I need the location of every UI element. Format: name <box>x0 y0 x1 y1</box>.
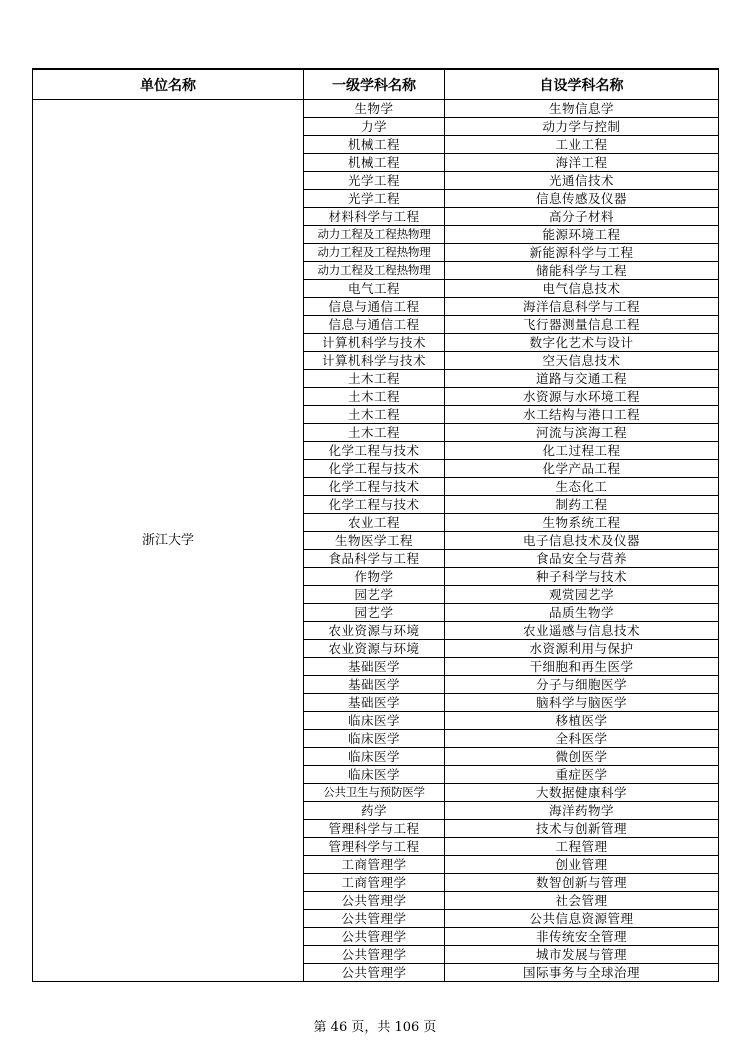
custom-discipline-cell: 品质生物学 <box>445 604 719 622</box>
custom-discipline-cell: 海洋信息科学与工程 <box>445 298 719 316</box>
header-unit-name: 单位名称 <box>33 69 304 100</box>
custom-discipline-cell: 微创医学 <box>445 748 719 766</box>
custom-discipline-cell: 道路与交通工程 <box>445 370 719 388</box>
table-row <box>33 100 719 118</box>
primary-discipline-cell: 公共管理学 <box>304 910 445 928</box>
custom-discipline-cell: 电气信息技术 <box>445 280 719 298</box>
primary-discipline-cell: 农业工程 <box>304 514 445 532</box>
custom-discipline-cell: 电子信息技术及仪器 <box>445 532 719 550</box>
primary-discipline-cell: 基础医学 <box>304 676 445 694</box>
primary-discipline-cell: 电气工程 <box>304 280 445 298</box>
primary-discipline-cell: 园艺学 <box>304 604 445 622</box>
primary-discipline-cell: 园艺学 <box>304 586 445 604</box>
custom-discipline-cell: 技术与创新管理 <box>445 820 719 838</box>
custom-discipline-cell: 分子与细胞医学 <box>445 676 719 694</box>
primary-discipline-cell: 化学工程与技术 <box>304 496 445 514</box>
primary-discipline-cell: 作物学 <box>304 568 445 586</box>
custom-discipline-cell: 全科医学 <box>445 730 719 748</box>
custom-discipline-cell: 信息传感及仪器 <box>445 190 719 208</box>
custom-discipline-cell: 生态化工 <box>445 478 719 496</box>
primary-discipline-cell: 土木工程 <box>304 388 445 406</box>
custom-discipline-cell: 飞行器测量信息工程 <box>445 316 719 334</box>
primary-discipline-cell: 化学工程与技术 <box>304 442 445 460</box>
primary-discipline-cell: 光学工程 <box>304 190 445 208</box>
primary-discipline-cell: 动力工程及工程热物理 <box>304 262 445 280</box>
primary-discipline-cell: 公共卫生与预防医学 <box>304 784 445 802</box>
primary-discipline-cell: 临床医学 <box>304 766 445 784</box>
custom-discipline-cell: 能源环境工程 <box>445 226 719 244</box>
primary-discipline-cell: 计算机科学与技术 <box>304 352 445 370</box>
custom-discipline-cell: 海洋药物学 <box>445 802 719 820</box>
primary-discipline-cell: 公共管理学 <box>304 892 445 910</box>
primary-discipline-cell: 临床医学 <box>304 748 445 766</box>
primary-discipline-cell: 信息与通信工程 <box>304 316 445 334</box>
primary-discipline-cell: 化学工程与技术 <box>304 460 445 478</box>
custom-discipline-cell: 水资源利用与保护 <box>445 640 719 658</box>
primary-discipline-cell: 生物学 <box>304 100 445 118</box>
primary-discipline-cell: 土木工程 <box>304 370 445 388</box>
primary-discipline-cell: 生物医学工程 <box>304 532 445 550</box>
primary-discipline-cell: 工商管理学 <box>304 856 445 874</box>
primary-discipline-cell: 管理科学与工程 <box>304 820 445 838</box>
primary-discipline-cell: 土木工程 <box>304 424 445 442</box>
custom-discipline-cell: 制药工程 <box>445 496 719 514</box>
custom-discipline-cell: 水工结构与港口工程 <box>445 406 719 424</box>
custom-discipline-cell: 高分子材料 <box>445 208 719 226</box>
custom-discipline-cell: 国际事务与全球治理 <box>445 964 719 982</box>
primary-discipline-cell: 基础医学 <box>304 694 445 712</box>
custom-discipline-cell: 动力学与控制 <box>445 118 719 136</box>
primary-discipline-cell: 土木工程 <box>304 406 445 424</box>
table-body <box>33 100 719 982</box>
custom-discipline-cell: 大数据健康科学 <box>445 784 719 802</box>
custom-discipline-cell: 工业工程 <box>445 136 719 154</box>
custom-discipline-cell: 生物系统工程 <box>445 514 719 532</box>
custom-discipline-cell: 脑科学与脑医学 <box>445 694 719 712</box>
primary-discipline-cell: 公共管理学 <box>304 946 445 964</box>
discipline-table <box>32 68 719 982</box>
custom-discipline-cell: 水资源与水环境工程 <box>445 388 719 406</box>
custom-discipline-cell: 农业遥感与信息技术 <box>445 622 719 640</box>
header-custom-discipline: 自设学科名称 <box>445 69 719 100</box>
primary-discipline-cell: 农业资源与环境 <box>304 640 445 658</box>
custom-discipline-cell: 非传统安全管理 <box>445 928 719 946</box>
custom-discipline-cell: 光通信技术 <box>445 172 719 190</box>
primary-discipline-cell: 力学 <box>304 118 445 136</box>
custom-discipline-cell: 数字化艺术与设计 <box>445 334 719 352</box>
custom-discipline-cell: 种子科学与技术 <box>445 568 719 586</box>
custom-discipline-cell: 移植医学 <box>445 712 719 730</box>
custom-discipline-cell: 海洋工程 <box>445 154 719 172</box>
primary-discipline-cell: 管理科学与工程 <box>304 838 445 856</box>
page-number-footer: 第 46 页，共 106 页 <box>313 1020 437 1035</box>
primary-discipline-cell: 农业资源与环境 <box>304 622 445 640</box>
primary-discipline-cell: 机械工程 <box>304 154 445 172</box>
custom-discipline-cell: 化学产品工程 <box>445 460 719 478</box>
custom-discipline-cell: 化工过程工程 <box>445 442 719 460</box>
primary-discipline-cell: 临床医学 <box>304 730 445 748</box>
custom-discipline-cell: 城市发展与管理 <box>445 946 719 964</box>
custom-discipline-cell: 空天信息技术 <box>445 352 719 370</box>
table-header-row <box>33 69 719 100</box>
primary-discipline-cell: 化学工程与技术 <box>304 478 445 496</box>
primary-discipline-cell: 动力工程及工程热物理 <box>304 226 445 244</box>
custom-discipline-cell: 生物信息学 <box>445 100 719 118</box>
unit-name-cell: 浙江大学 <box>33 100 304 982</box>
custom-discipline-cell: 河流与滨海工程 <box>445 424 719 442</box>
primary-discipline-cell: 食品科学与工程 <box>304 550 445 568</box>
custom-discipline-cell: 社会管理 <box>445 892 719 910</box>
primary-discipline-cell: 临床医学 <box>304 712 445 730</box>
custom-discipline-cell: 公共信息资源管理 <box>445 910 719 928</box>
custom-discipline-cell: 数智创新与管理 <box>445 874 719 892</box>
primary-discipline-cell: 公共管理学 <box>304 964 445 982</box>
primary-discipline-cell: 药学 <box>304 802 445 820</box>
custom-discipline-cell: 工程管理 <box>445 838 719 856</box>
primary-discipline-cell: 工商管理学 <box>304 874 445 892</box>
primary-discipline-cell: 材料科学与工程 <box>304 208 445 226</box>
header-primary-discipline: 一级学科名称 <box>304 69 445 100</box>
primary-discipline-cell: 计算机科学与技术 <box>304 334 445 352</box>
custom-discipline-cell: 食品安全与营养 <box>445 550 719 568</box>
primary-discipline-cell: 公共管理学 <box>304 928 445 946</box>
custom-discipline-cell: 创业管理 <box>445 856 719 874</box>
primary-discipline-cell: 光学工程 <box>304 172 445 190</box>
primary-discipline-cell: 基础医学 <box>304 658 445 676</box>
custom-discipline-cell: 新能源科学与工程 <box>445 244 719 262</box>
custom-discipline-cell: 干细胞和再生医学 <box>445 658 719 676</box>
custom-discipline-cell: 观赏园艺学 <box>445 586 719 604</box>
primary-discipline-cell: 信息与通信工程 <box>304 298 445 316</box>
primary-discipline-cell: 动力工程及工程热物理 <box>304 244 445 262</box>
custom-discipline-cell: 储能科学与工程 <box>445 262 719 280</box>
primary-discipline-cell: 机械工程 <box>304 136 445 154</box>
custom-discipline-cell: 重症医学 <box>445 766 719 784</box>
